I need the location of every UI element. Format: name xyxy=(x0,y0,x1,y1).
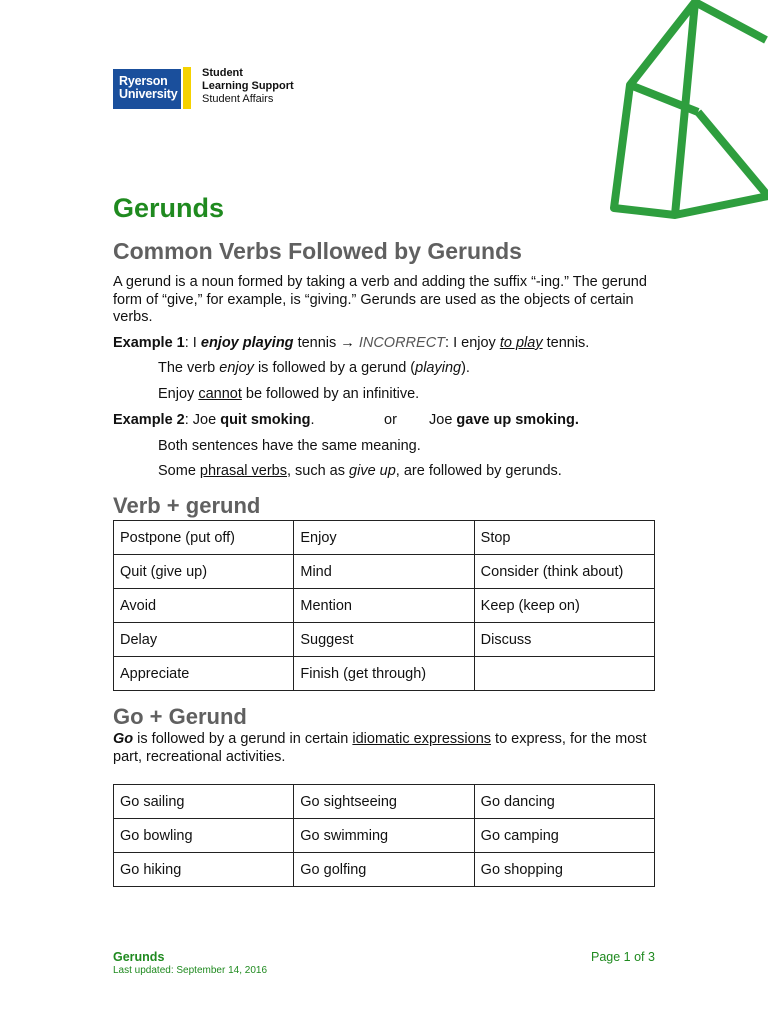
go-word: Go xyxy=(113,731,134,747)
table-cell xyxy=(474,657,654,691)
note-italic: give up xyxy=(349,463,396,479)
example1-colon: : I xyxy=(184,335,201,351)
intro-paragraph: A gerund is a noun formed by taking a verb and adding the suffix “-ing.” The gerund form of “give,” for example, is “giving.” Gerunds are used as the objects of certain verbs. xyxy=(113,274,647,325)
logo-name-line1: Ryerson xyxy=(119,74,168,88)
example1-after-phrase: tennis → xyxy=(293,335,359,351)
logo-yellow-bar xyxy=(183,67,191,109)
note-text: , are followed by gerunds. xyxy=(395,463,562,479)
note-text: The verb xyxy=(158,360,220,376)
table-cell: Delay xyxy=(114,623,294,657)
logo-department xyxy=(202,67,294,106)
table-cell: Go swimming xyxy=(294,819,474,853)
table-cell: Appreciate xyxy=(114,657,294,691)
note-underlined: phrasal verbs xyxy=(199,463,287,479)
table-cell: Go golfing xyxy=(294,853,474,887)
table-row xyxy=(114,657,655,691)
go-desc-text: to express, for the most part, recreational activities. xyxy=(113,731,647,765)
table-row xyxy=(114,785,655,819)
table-cell: Go dancing xyxy=(474,785,654,819)
verb-gerund-table xyxy=(113,520,655,691)
table-row xyxy=(114,819,655,853)
incorrect-label: INCORRECT xyxy=(358,335,446,351)
example1-note1 xyxy=(158,360,470,377)
go-desc-text: is followed by a gerund in certain xyxy=(133,731,353,747)
example1-label: Example 1 xyxy=(113,335,185,351)
table-cell: Go bowling xyxy=(114,819,294,853)
go-description xyxy=(113,731,663,766)
example2-period: . xyxy=(310,412,315,428)
example2-joe: Joe xyxy=(429,412,457,428)
table-cell: Finish (get through) xyxy=(294,657,474,691)
example2-line xyxy=(113,412,314,429)
example1-line xyxy=(113,335,589,352)
table-row xyxy=(114,521,655,555)
table-row xyxy=(114,555,655,589)
table-cell: Keep (keep on) xyxy=(474,589,654,623)
page-subtitle: Common Verbs Followed by Gerunds xyxy=(113,238,522,264)
table-cell: Quit (give up) xyxy=(114,555,294,589)
go-gerund-table xyxy=(113,784,655,887)
table-cell: Avoid xyxy=(114,589,294,623)
table-cell: Mind xyxy=(294,555,474,589)
note-italic: enjoy xyxy=(219,360,254,376)
example1-after-incorrect: : I enjoy xyxy=(445,335,500,351)
table-cell: Suggest xyxy=(294,623,474,657)
example2-alt xyxy=(429,412,579,429)
example2-phrase2: gave up smoking. xyxy=(456,412,579,428)
table-cell: Mention xyxy=(294,589,474,623)
note-text: , such as xyxy=(286,463,350,479)
note-underlined: cannot xyxy=(198,386,242,402)
note-text: ). xyxy=(461,360,470,376)
example1-phrase: enjoy playing xyxy=(200,335,294,351)
footer-title: Gerunds xyxy=(113,950,165,964)
example2-or: or xyxy=(384,412,397,428)
logo-dept-line2: Learning Support xyxy=(202,80,294,92)
verb-gerund-heading: Verb + gerund xyxy=(113,493,261,518)
example2-label: Example 2 xyxy=(113,412,185,428)
table-cell: Enjoy xyxy=(294,521,474,555)
go-gerund-heading: Go + Gerund xyxy=(113,704,247,729)
idiomatic-expressions-term: idiomatic expressions xyxy=(352,731,492,747)
logo-wordmark xyxy=(113,69,181,109)
table-cell: Go camping xyxy=(474,819,654,853)
footer-updated-date: Last updated: September 14, 2016 xyxy=(113,965,268,976)
example2-note2 xyxy=(158,463,562,480)
example1-note2 xyxy=(158,386,419,403)
table-cell: Consider (think about) xyxy=(474,555,654,589)
table-cell: Postpone (put off) xyxy=(114,521,294,555)
table-row xyxy=(114,589,655,623)
note-text: Enjoy xyxy=(158,386,199,402)
example2-note1: Both sentences have the same meaning. xyxy=(158,438,421,454)
decorative-green-outline-graphic xyxy=(600,0,768,230)
example2-phrase1: quit smoking xyxy=(220,412,311,428)
note-text: is followed by a gerund ( xyxy=(253,360,416,376)
footer-page-number: Page 1 of 3 xyxy=(591,950,655,964)
table-cell: Go sailing xyxy=(114,785,294,819)
table-row xyxy=(114,623,655,657)
note-text: be followed by an infinitive. xyxy=(241,386,420,402)
example2-colon: : Joe xyxy=(184,412,221,428)
logo-name-line2: University xyxy=(119,87,178,101)
note-italic: playing xyxy=(415,360,462,376)
table-cell: Go hiking xyxy=(114,853,294,887)
logo-dept-line1: Student xyxy=(202,67,243,79)
table-cell: Go sightseeing xyxy=(294,785,474,819)
logo-dept-line3: Student Affairs xyxy=(202,93,274,105)
example1-end: tennis. xyxy=(542,335,590,351)
table-row xyxy=(114,853,655,887)
wrong-infinitive: to play xyxy=(499,335,543,351)
ryerson-logo xyxy=(113,67,373,111)
table-cell: Go shopping xyxy=(474,853,654,887)
note-text: Some xyxy=(158,463,200,479)
page-title: Gerunds xyxy=(113,193,225,223)
table-cell: Discuss xyxy=(474,623,654,657)
table-cell: Stop xyxy=(474,521,654,555)
